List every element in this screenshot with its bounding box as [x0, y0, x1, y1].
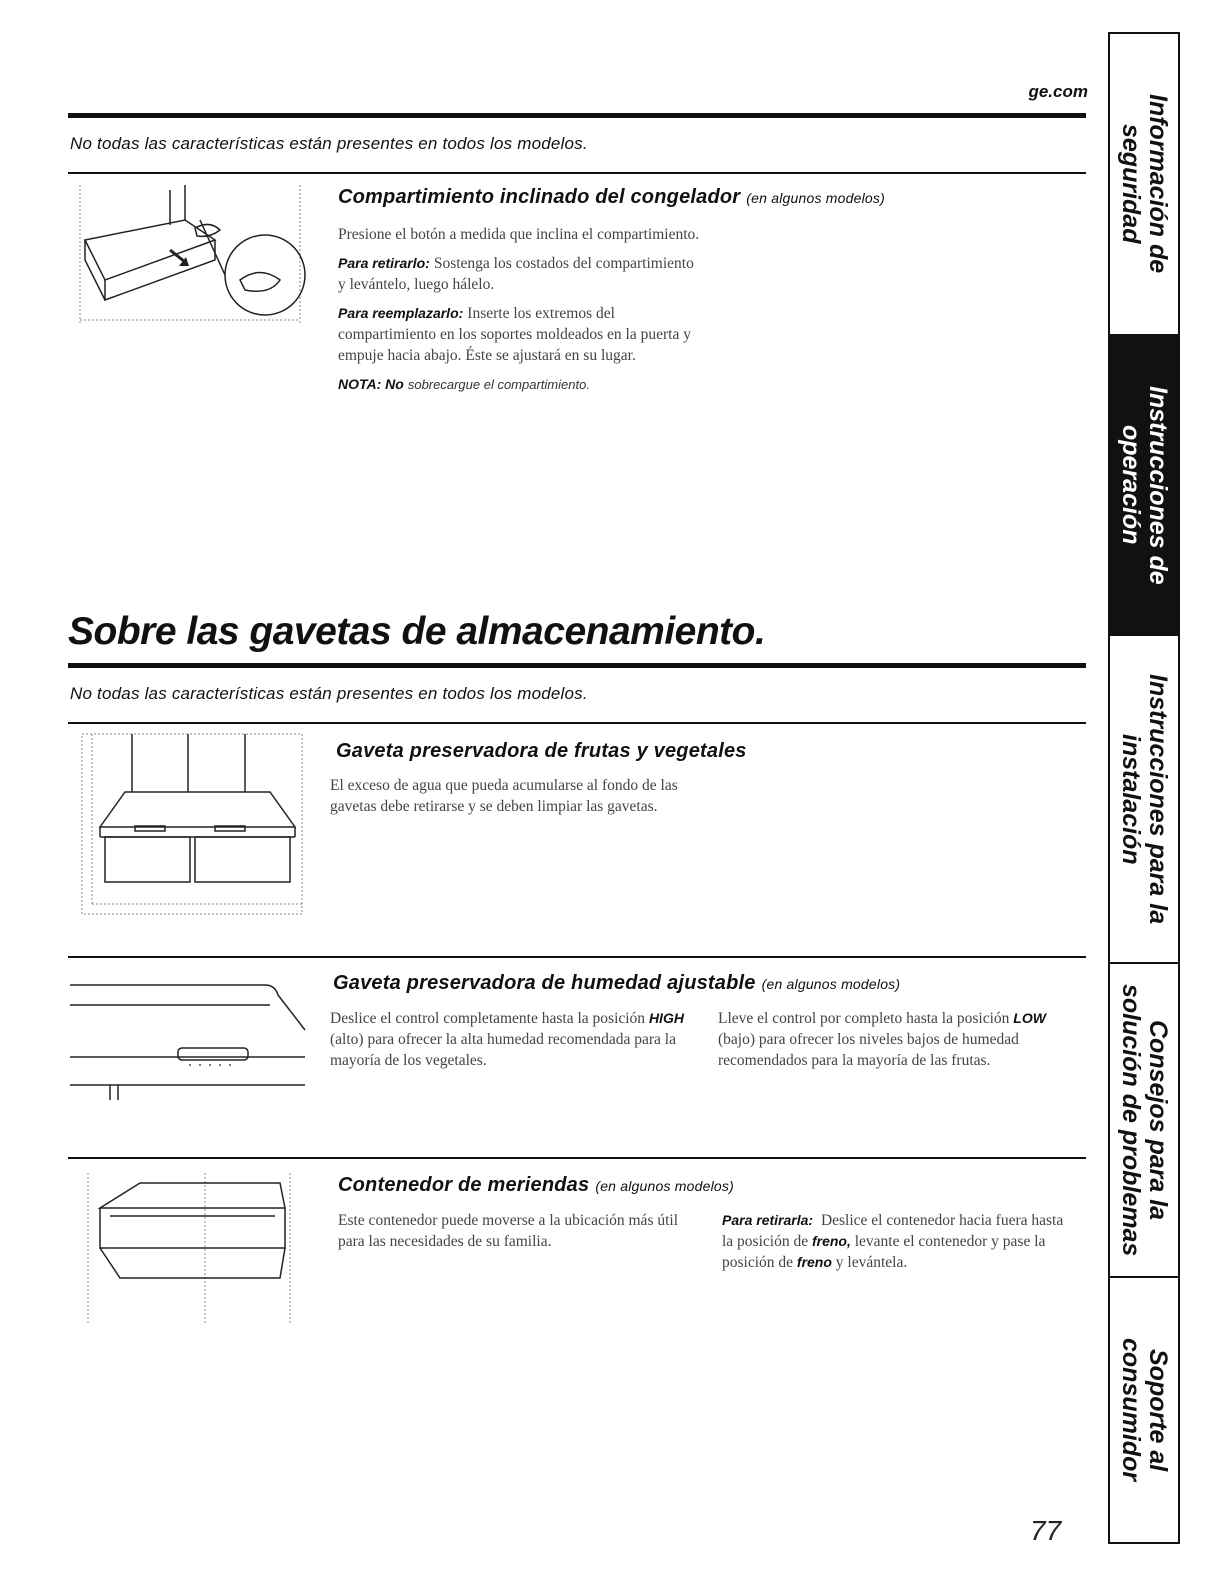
section2-p1: El exceso de agua que pueda acumularse al fondo de las gavetas debe retirarse y se deben limpiar las gavetas. [330, 777, 678, 815]
section1-p2-text: Sostenga los costados del compartimiento y levántelo, luego hálelo. [338, 255, 694, 293]
section1-p3-text: Inserte los extremos del compartimiento en los soportes moldeados en la puerta y empuje hacia abajo. Éste se ajustará en su lugar. [338, 305, 691, 364]
crisper-drawers-illustration [80, 732, 315, 917]
freezer-bin-illustration [75, 180, 310, 330]
header-rule [68, 113, 1086, 118]
snack-pan-illustration [80, 1168, 310, 1328]
section1-p2-label: Para retirarlo: [338, 255, 430, 271]
page-title: Sobre las gavetas de almacenamiento. [68, 610, 766, 653]
section4-right-b: levante el contenedor y pase la posición de [722, 1233, 1046, 1271]
title-rule [68, 663, 1086, 668]
section-divider [68, 722, 1086, 724]
tab-label: Instrucciones de operación [1117, 385, 1172, 585]
site-url: ge.com [1028, 82, 1088, 101]
tab-label: Consejos para la solución de problemas [1117, 983, 1172, 1257]
section3-left-keyword: HIGH [648, 1010, 684, 1026]
section1-title-note: (en algunos modelos) [746, 190, 885, 206]
section1-title [338, 186, 885, 209]
section4-right-label: Para retirarla: [722, 1212, 814, 1228]
section1-p1: Presione el botón a medida que inclina el compartimiento. [338, 226, 700, 243]
section4-title-note: (en algunos modelos) [595, 1178, 734, 1194]
section1-nota [338, 374, 703, 395]
section3-right-keyword: LOW [1013, 1010, 1046, 1026]
section1-nota-text: sobrecargue el compartimiento. [407, 377, 590, 392]
tab-soporte-al-consumidor[interactable] [1110, 1278, 1178, 1542]
section1-p3-label: Para reemplazarlo: [338, 305, 464, 321]
section3-right-a: Lleve el control por completo hasta la posición [718, 1010, 1010, 1027]
section3-title-text: Gaveta preservadora de humedad ajustable [333, 972, 756, 994]
section4-title-text: Contenedor de meriendas [338, 1174, 590, 1196]
main-models-note: No todas las características están presentes en todos los modelos. [70, 684, 588, 703]
tab-label: Soporte al consumidor [1117, 1338, 1172, 1482]
section-divider [68, 172, 1086, 174]
section4-left-text: Este contenedor puede moverse a la ubicación más útil para las necesidades de su familia. [338, 1212, 679, 1250]
tab-label: Información de seguridad [1117, 94, 1172, 274]
humidity-control-illustration [70, 975, 310, 1100]
section3-left-body [330, 1008, 690, 1071]
section4-right-keyword-2: freno [796, 1254, 832, 1270]
tab-informacion-de-seguridad[interactable] [1110, 34, 1178, 334]
section4-right-body [722, 1210, 1072, 1273]
section4-right-a: Deslice el contenedor hacia fuera hasta la posición de [722, 1212, 1064, 1250]
models-note: No todas las características están presentes en todos los modelos. [70, 134, 588, 153]
section-divider [68, 1157, 1086, 1159]
section1-body [338, 224, 703, 403]
section3-right-b: (bajo) para ofrecer los niveles bajos de humedad recomendados para la mayoría de las frutas. [718, 1031, 1019, 1069]
section3-right-body [718, 1008, 1068, 1071]
section1-title-text: Compartimiento inclinado del congelador [338, 186, 741, 208]
section-divider [68, 956, 1086, 958]
section4-title [338, 1174, 734, 1197]
section2-title: Gaveta preservadora de frutas y vegetales [336, 740, 747, 762]
section3-left-a: Deslice el control completamente hasta la posición [330, 1010, 646, 1027]
section4-left-body [338, 1210, 693, 1252]
tab-instrucciones-de-operacion[interactable] [1110, 334, 1178, 636]
section3-title [333, 972, 900, 995]
side-tab-bar [1108, 32, 1180, 1544]
section3-left-b: (alto) para ofrecer la alta humedad recomendada para la mayoría de los vegetales. [330, 1031, 676, 1069]
section1-p3 [338, 303, 703, 366]
page-number: 77 [1030, 1515, 1062, 1546]
tab-consejos-para-la-solucion-de-problemas[interactable] [1110, 964, 1178, 1276]
section4-right-c: y levántela. [835, 1254, 908, 1271]
section3-title-note: (en algunos modelos) [761, 976, 901, 992]
tab-label: Instrucciones para la instalación [1117, 673, 1172, 925]
section1-nota-label: NOTA: No [338, 376, 404, 392]
section2-body [330, 775, 685, 825]
section4-right-keyword-1: freno, [811, 1233, 851, 1249]
section1-p2 [338, 253, 703, 295]
tab-instrucciones-para-la-instalacion[interactable] [1110, 636, 1178, 962]
